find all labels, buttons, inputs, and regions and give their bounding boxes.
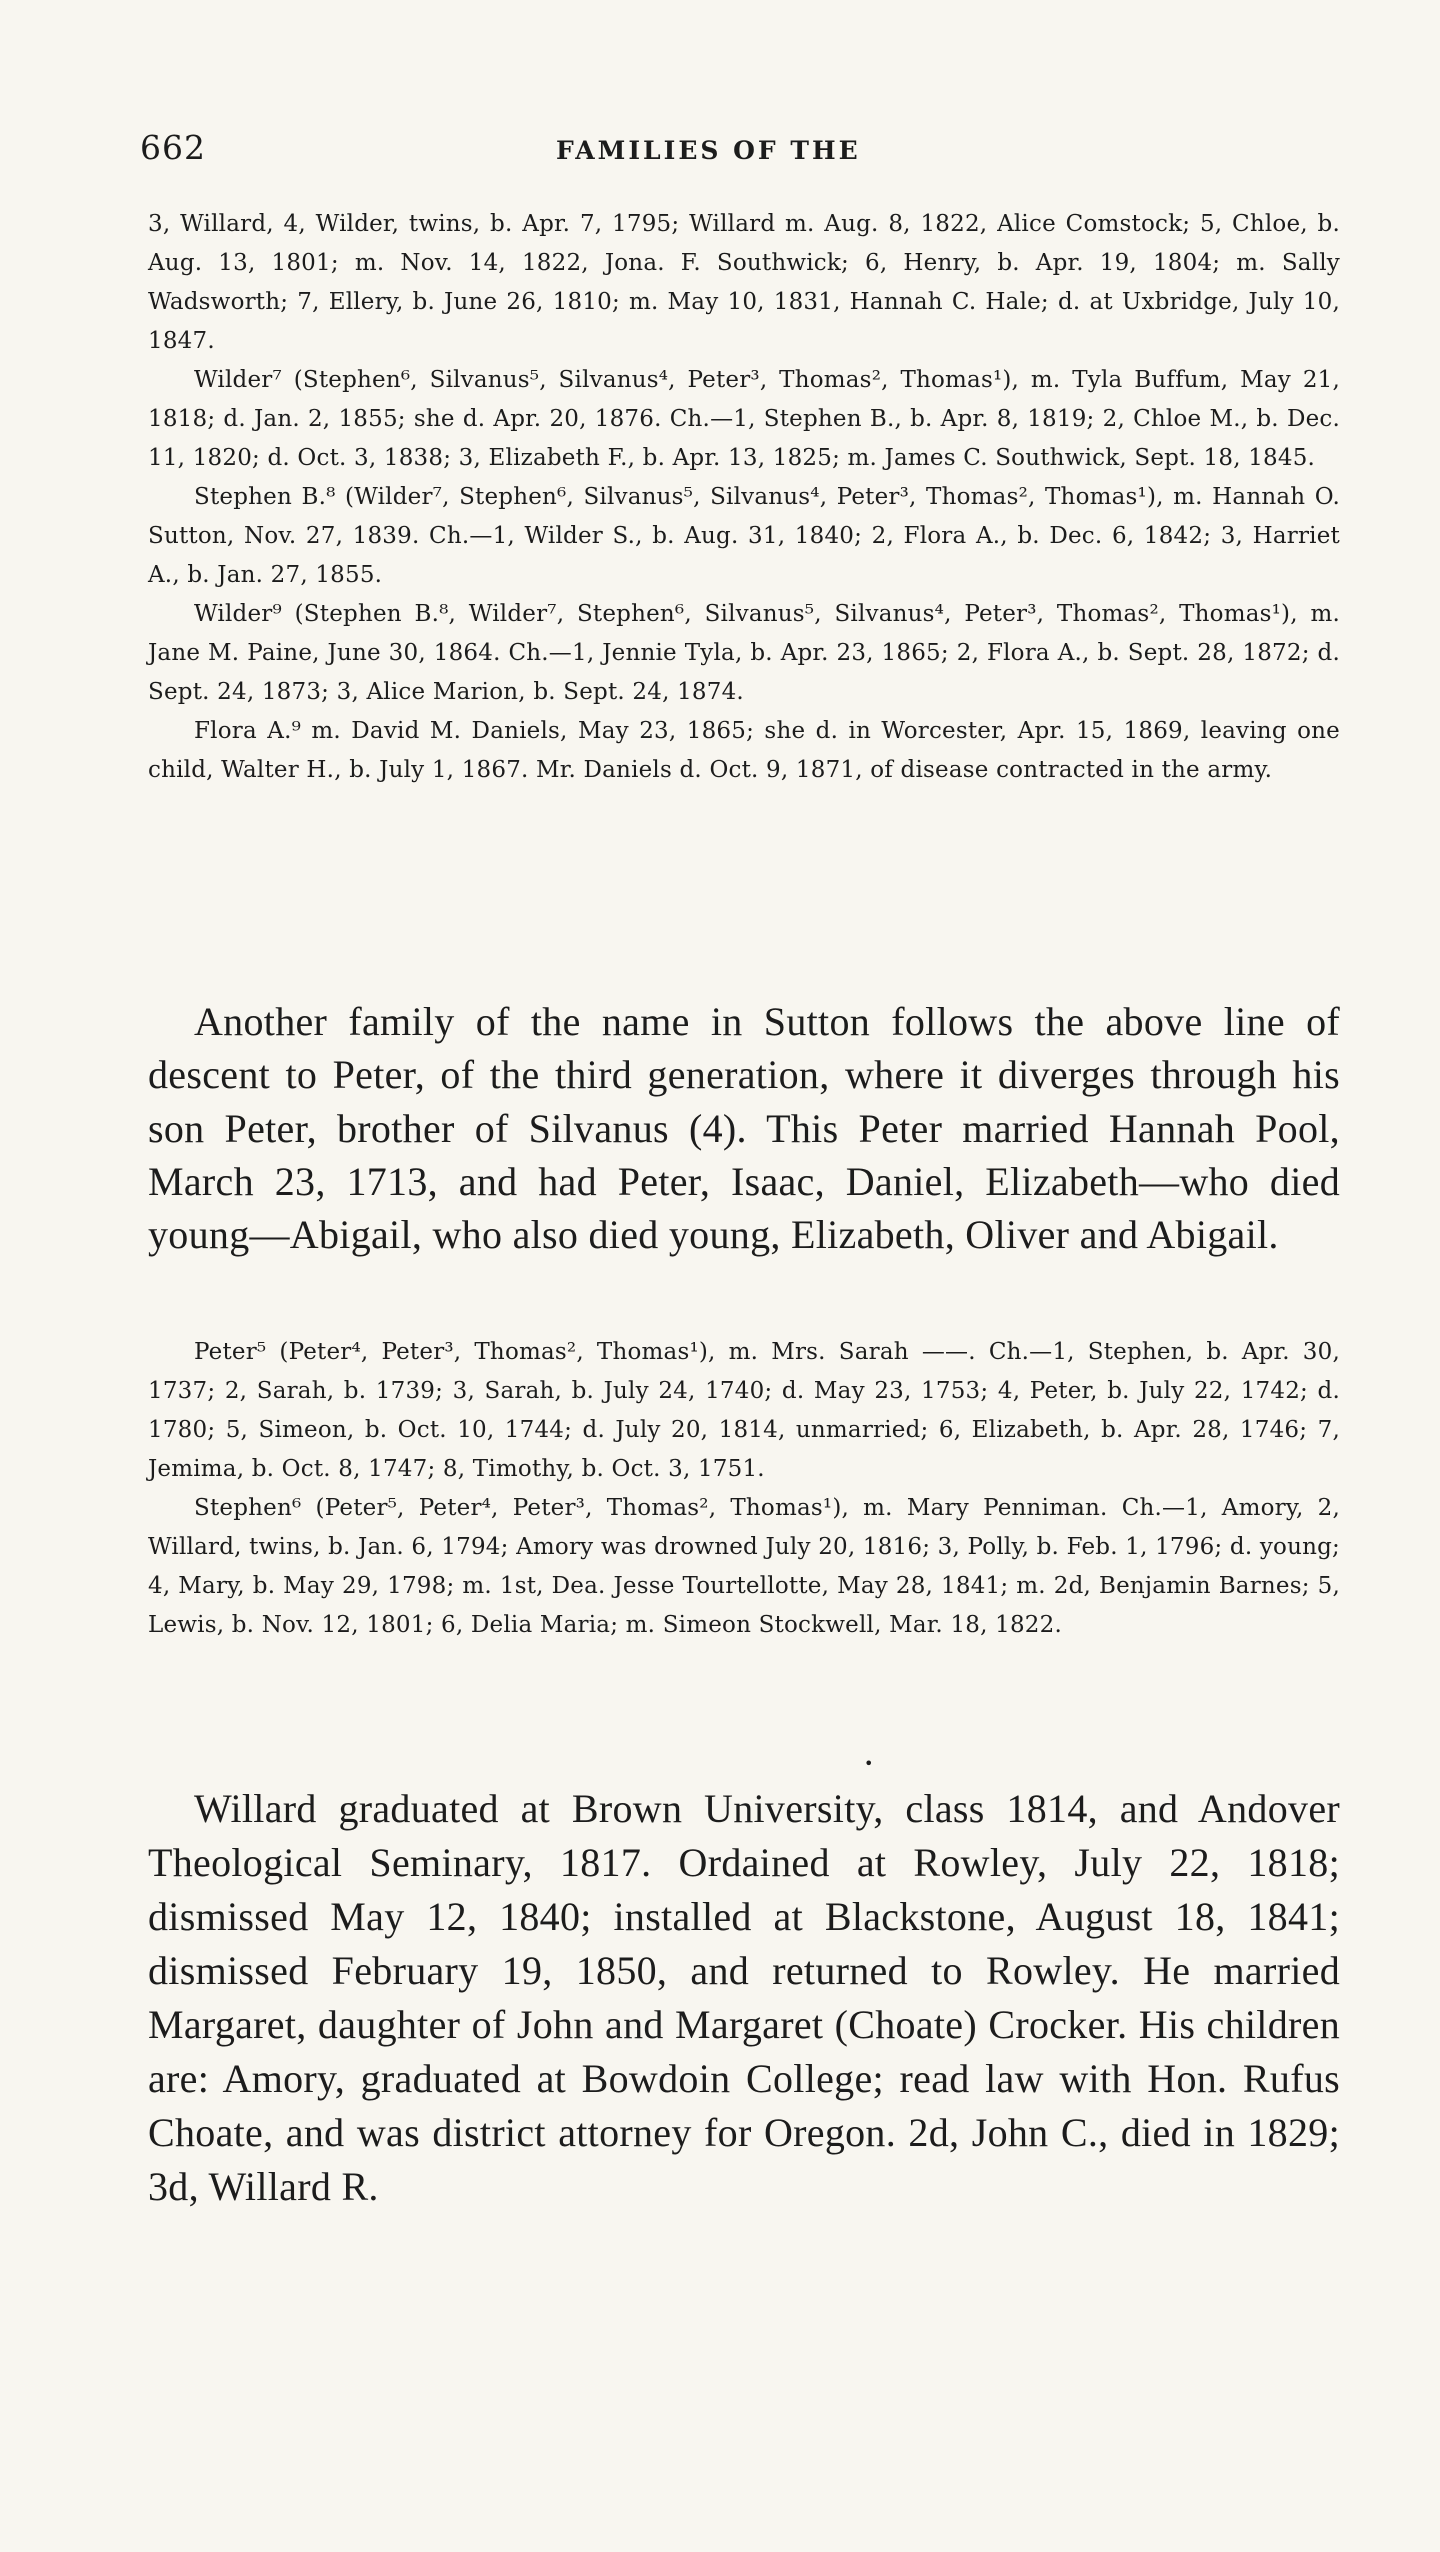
- running-head: FAMILIES OF THE: [556, 136, 861, 165]
- narrative-text: Another family of the name in Sutton follows the above line of descent to Peter, of the third generation, where it diverges through his son Peter, brother of Silvanus (4). This Peter married Hannah Pool, March 23, 1713, and had Peter, Isaac, Daniel, Elizabeth—who died young—Abigail, who also died young, Elizabeth, Oliver and Abigail.: [148, 999, 1340, 1258]
- narrative-paragraph-1: [148, 995, 1340, 1261]
- genealogy-entry: Peter⁵ (Peter⁴, Peter³, Thomas², Thomas¹), m. Mrs. Sarah ——. Ch.—1, Stephen, b. Apr. 30, 1737; 2, Sarah, b. 1739; 3, Sarah, b. July 24, 1740; d. May 23, 1753; 4, Peter, b. July 22, 1742; d. 1780; 5, Simeon, b. Oct. 10, 1744; d. July 20, 1814, unmarried; 6, Elizabeth, b. Apr. 28, 1746; 7, Jemima, b. Oct. 8, 1747; 8, Timothy, b. Oct. 3, 1751.: [148, 1339, 1340, 1482]
- narrative-paragraph-2: [148, 1782, 1340, 2214]
- printers-mark: •: [864, 1754, 874, 1773]
- page-number: 662: [140, 128, 206, 167]
- page-header: [140, 128, 1340, 178]
- genealogy-entry: Wilder⁹ (Stephen B.⁸, Wilder⁷, Stephen⁶, Silvanus⁵, Silvanus⁴, Peter³, Thomas², Thomas¹), m. Jane M. Paine, June 30, 1864. Ch.—1, Jennie Tyla, b. Apr. 23, 1865; 2, Flora A., b. Sept. 28, 1872; d. Sept. 24, 1873; 3, Alice Marion, b. Sept. 24, 1874.: [148, 601, 1340, 705]
- genealogy-entry: 3, Willard, 4, Wilder, twins, b. Apr. 7, 1795; Willard m. Aug. 8, 1822, Alice Comstock; 5, Chloe, b. Aug. 13, 1801; m. Nov. 14, 1822, Jona. F. Southwick; 6, Henry, b. Apr. 19, 1804; m. Sally Wadsworth; 7, Ellery, b. June 26, 1810; m. May 10, 1831, Hannah C. Hale; d. at Uxbridge, July 10, 1847.: [148, 211, 1340, 354]
- narrative-text: Willard graduated at Brown University, class 1814, and Andover Theological Seminary, 1817. Ordained at Rowley, July 22, 1818; dismissed May 12, 1840; installed at Blackstone, August 18, 1841; dismissed February 19, 1850, and returned to Rowley. He married Margaret, daughter of John and Margaret (Choate) Crocker. His children are: Amory, graduated at Bowdoin College; read law with Hon. Rufus Choate, and was district attorney for Oregon. 2d, John C., died in 1829; 3d, Willard R.: [148, 1786, 1340, 2209]
- genealogy-entry: Stephen B.⁸ (Wilder⁷, Stephen⁶, Silvanus⁵, Silvanus⁴, Peter³, Thomas², Thomas¹), m. Hannah O. Sutton, Nov. 27, 1839. Ch.—1, Wilder S., b. Aug. 31, 1840; 2, Flora A., b. Dec. 6, 1842; 3, Harriet A., b. Jan. 27, 1855.: [148, 484, 1340, 588]
- genealogy-entry: Wilder⁷ (Stephen⁶, Silvanus⁵, Silvanus⁴, Peter³, Thomas², Thomas¹), m. Tyla Buffum, May 21, 1818; d. Jan. 2, 1855; she d. Apr. 20, 1876. Ch.—1, Stephen B., b. Apr. 8, 1819; 2, Chloe M., b. Dec. 11, 1820; d. Oct. 3, 1838; 3, Elizabeth F., b. Apr. 13, 1825; m. James C. Southwick, Sept. 18, 1845.: [148, 367, 1340, 471]
- genealogy-block-2: [148, 1333, 1340, 1645]
- genealogy-block-1: [148, 205, 1340, 790]
- genealogy-entry: Stephen⁶ (Peter⁵, Peter⁴, Peter³, Thomas², Thomas¹), m. Mary Penniman. Ch.—1, Amory, 2, Willard, twins, b. Jan. 6, 1794; Amory was drowned July 20, 1816; 3, Polly, b. Feb. 1, 1796; d. young; 4, Mary, b. May 29, 1798; m. 1st, Dea. Jesse Tourtellotte, May 28, 1841; m. 2d, Benjamin Barnes; 5, Lewis, b. Nov. 12, 1801; 6, Delia Maria; m. Simeon Stockwell, Mar. 18, 1822.: [148, 1495, 1340, 1638]
- genealogy-entry: Flora A.⁹ m. David M. Daniels, May 23, 1865; she d. in Worcester, Apr. 15, 1869, leaving one child, Walter H., b. July 1, 1867. Mr. Daniels d. Oct. 9, 1871, of disease contracted in the army.: [148, 718, 1340, 783]
